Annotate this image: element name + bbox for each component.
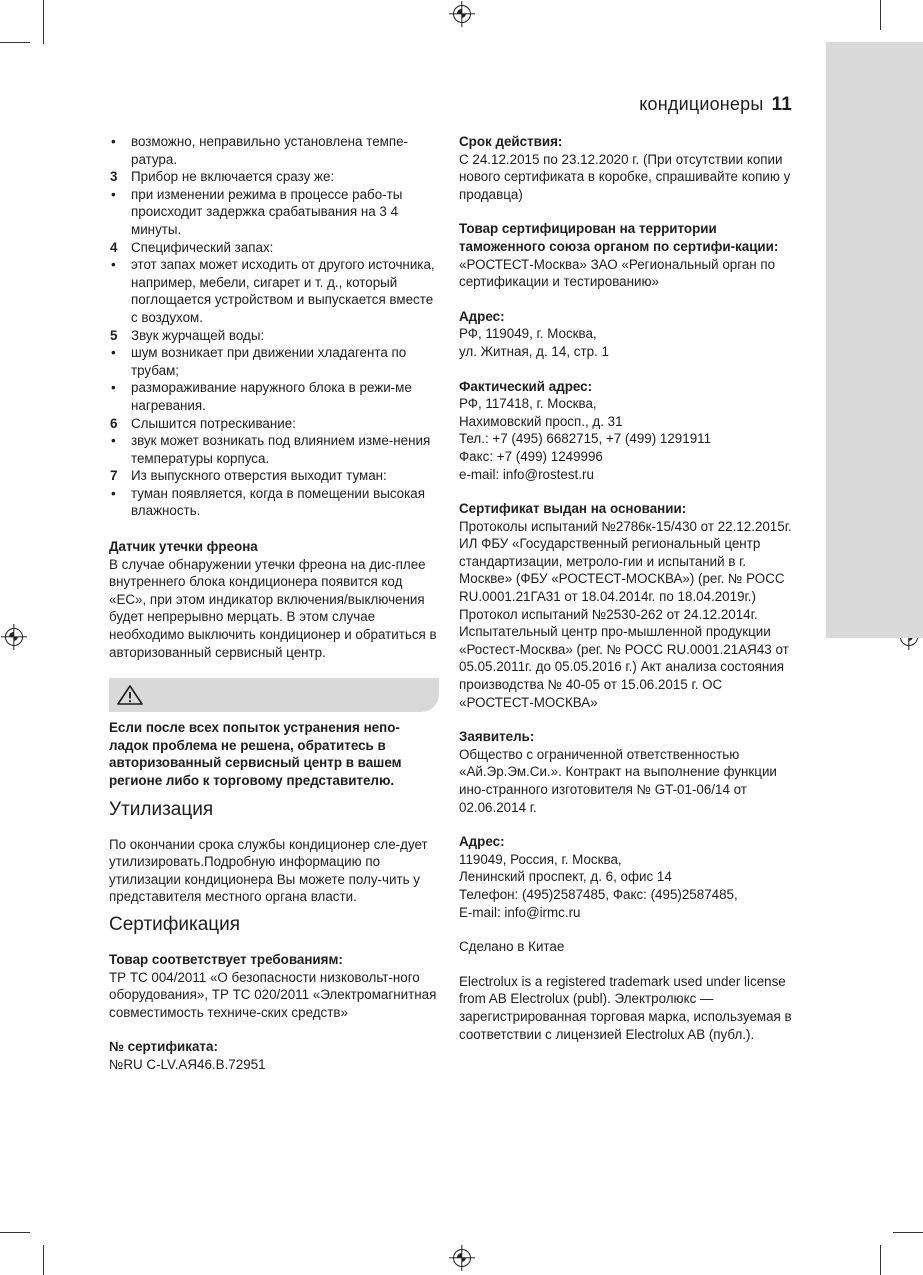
item-text: туман появляется, когда в помещении высокая влажность. [131,485,425,519]
crop-mark [0,1232,30,1233]
bullet-marker: • [111,345,116,361]
item-text: Слышится потрескивание: [131,415,296,431]
bullet-item [109,344,439,379]
registration-mark-icon [453,1249,471,1267]
section-title: кондиционеры [639,94,764,114]
certificate-number: №RU C-LV.АЯ46.В.72951 [109,1056,266,1072]
basis-heading: Сертификат выдан на основании: [459,501,687,517]
item-text: Из выпускного отверстия выходит туман: [131,468,387,484]
numbered-item [109,467,439,485]
item-text: размораживание наружного блока в режи-ме нагревания. [131,380,412,413]
certificate-number-heading: № сертификата: [109,1039,218,1055]
email-line: e-mail: info@rostest.ru [459,466,594,482]
address-heading: Адрес: [459,308,505,324]
certified-text: «РОСТЕСТ-Москва» ЗАО «Региональный орган по сертификации и тестированию» [459,256,776,290]
fax-line: Факс: +7 (499) 1249996 [459,448,603,464]
item-number: 3 [110,169,118,185]
actual-address-block [459,395,795,483]
applicant-phone-line: Телефон: (495)2587485, Факс: (495)2587485, [459,886,738,902]
bullet-marker: • [111,257,116,273]
trademark-text: Electrolux is a registered trademark used under license from AB Electrolux (publ). Электролюкс — зарегистрированная торговая марка, используемая в соответствии с лицензией Electrolux AB (публ.). [459,973,792,1042]
applicant-email-line: E-mail: info@irmc.ru [459,904,581,920]
crop-mark [0,42,30,43]
warning-text: Если после всех попыток устранения непо-ладок проблема не решена, обратитесь в авторизованный сервисный центр в вашем регионе либо к торговому представителю. [109,720,402,788]
disposal-title: Утилизация [109,798,214,820]
bullet-marker: • [111,485,116,501]
bullet-item [109,186,439,239]
item-number: 6 [110,415,118,431]
right-column [459,133,795,1043]
registration-mark-icon [5,628,23,646]
basis-text: Протоколы испытаний №2786к-15/430 от 22.12.2015г. ИЛ ФБУ «Государственный региональный центр стандартизации, метроло-гии и испытаний в г. Москве» (ФБУ «РОСТЕСТ-МОСКВА») (рег. № РОСС RU.0001.21ГА31 от 18.04.2014г. по 18.04.2019г.) Протокол испытаний №2530-262 от 24.12.2014г. Испытательный центр про-мышленной продукции «Ростест-Москва» (рег. № РОСС RU.0001.21АЯ43 от 05.05.2011г. до 05.05.2016 г.) Акт анализа состояния производства № 40-05 от 15.06.2015 г. ОС «РОСТЕСТ-МОСКВА» [459,518,792,710]
freon-text: В случае обнаружении утечки фреона на дис-плее внутреннего блока кондиционера появится код «EC», при этом индикатор включения/выключения будет непрерывно мерцать. В этом случае необходимо выключить кондиционер и обратиться в авторизованный сервисный центр. [109,556,437,660]
crop-mark [43,0,44,44]
bullet-item [109,256,439,326]
certification-title: Сертификация [109,913,241,935]
item-number: 5 [110,327,118,343]
certified-heading: Товар сертифицирован на территории таможенного союза органом по сертифи-кации: [459,221,779,254]
address-line: ул. Житная, д. 14, стр. 1 [459,343,609,359]
item-text: звук может возникать под влиянием изме-нения температуры корпуса. [131,433,431,466]
validity-heading: Срок действия: [459,134,563,149]
bullet-item [109,379,439,414]
actual-address-line: РФ, 117418, г. Москва, [459,396,597,412]
item-text: возможно, неправильно установлена темпе-ратура. [131,134,409,167]
warning-icon [116,684,144,706]
item-number: 7 [110,468,118,484]
requirements-heading: Товар соответствует требованиям: [109,951,343,967]
applicant-address-heading: Адрес: [459,834,505,850]
item-text: Прибор не включается сразу же: [131,169,335,185]
applicant-address-line: 119049, Россия, г. Москва, [459,851,622,867]
warning-bar [109,678,439,712]
bullet-marker: • [111,380,116,396]
address-block [459,325,795,360]
registration-mark-icon [453,5,471,23]
crop-mark [43,1245,44,1275]
item-text: Специфический запах: [131,239,274,255]
numbered-item [109,168,439,186]
crop-mark [893,1232,923,1233]
bullet-marker: • [111,186,116,202]
address-line: РФ, 119049, г. Москва, [459,326,597,342]
item-text: шум возникает при движении хладагента по трубам; [131,345,407,378]
page-number: 11 [771,94,792,115]
disposal-text: По окончании срока службы кондиционер сле-дует утилизировать.Подробную информацию по утилизации кондиционера Вы можете полу-чить у представителя местного органа власти. [109,836,428,905]
requirements-text: ТР ТС 004/2011 «О безопасности низковольт-ного оборудования», ТР ТС 020/2011 «Электромагнитная совместимость техниче-ских средств» [109,969,437,1020]
item-text: Звук журчащей воды: [131,327,265,343]
page-header [639,94,792,116]
bullet-marker: • [111,134,116,149]
item-number: 4 [110,239,118,255]
side-tab [826,42,923,638]
applicant-heading: Заявитель: [459,729,535,745]
crop-mark [880,0,881,30]
applicant-address-block [459,851,795,921]
bullet-item [109,485,439,520]
freon-heading: Датчик утечки фреона [109,539,258,555]
applicant-address-line: Ленинский проспект, д. 6, офис 14 [459,869,672,885]
bullet-item [109,133,439,168]
made-in: Сделано в Китае [459,939,565,955]
item-text: этот запах может исходить от другого источника, например, мебели, сигарет и т. д., который поглощается устройством и выпускается вместе с воздухом. [131,257,435,325]
actual-address-line: Нахимовский просп., д. 31 [459,413,623,429]
applicant-text: Общество с ограниченной ответственностью «Ай.Эр.Эм.Си.». Контракт на выполнение функции ино-странного изготовителя № GT-01-06/14 от 02.06.2014 г. [459,746,777,815]
left-column [109,133,439,1074]
troubleshooting-list [109,133,439,520]
bullet-item [109,432,439,467]
actual-address-heading: Фактический адрес: [459,378,593,394]
validity-text: С 24.12.2015 по 23.12.2020 г. (При отсутствии копии нового сертификата в коробке, спрашивайте копию у продавца) [459,151,791,202]
item-text: при изменении режима в процессе рабо-ты происходит задержка срабатывания на 3 4 минуты. [131,186,403,237]
numbered-item [109,415,439,433]
crop-mark [880,1245,881,1275]
numbered-item [109,327,439,345]
numbered-item [109,239,439,257]
phone-line: Тел.: +7 (495) 6682715, +7 (499) 1291911 [459,431,712,447]
bullet-marker: • [111,433,116,449]
